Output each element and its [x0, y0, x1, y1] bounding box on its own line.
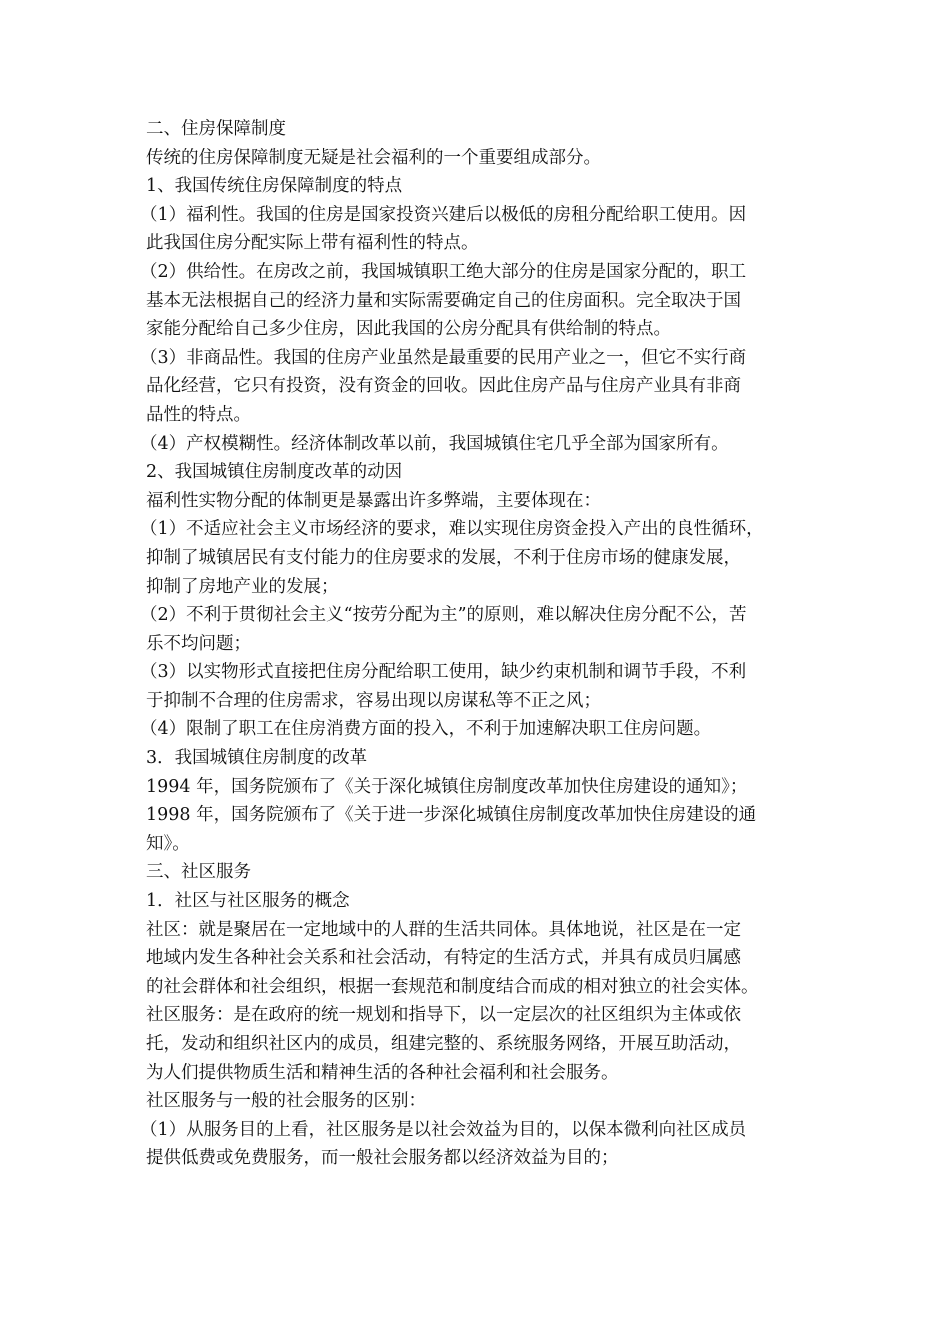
paragraph-line: （2）不利于贯彻社会主义“按劳分配为主”的原则，难以解决住房分配不公，苦 — [140, 605, 747, 626]
paragraph-line: 基本无法根据自己的经济力量和实际需要确定自己的住房面积。完全取决于国 — [146, 290, 741, 311]
paragraph-line: 抑制了房地产业的发展； — [146, 576, 339, 597]
paragraph-line: 地域内发生各种社会关系和社会活动，有特定的生活方式，并具有成员归属感 — [146, 948, 741, 969]
paragraph-line: （3）以实物形式直接把住房分配给职工使用，缺少约束机制和调节手段，不利 — [140, 662, 747, 683]
paragraph-line: 社区服务：是在政府的统一规划和指导下，以一定层次的社区组织为主体或依 — [146, 1005, 741, 1026]
paragraph-line: （1）福利性。我国的住房是国家投资兴建后以极低的房租分配给职工使用。因 — [140, 204, 747, 225]
paragraph-line: 家能分配给自己多少住房，因此我国的公房分配具有供给制的特点。 — [146, 319, 671, 340]
paragraph-line: （4）限制了职工在住房消费方面的投入，不利于加速解决职工住房问题。 — [140, 719, 712, 740]
paragraph-line: 知》。 — [146, 833, 190, 854]
paragraph-line: （2）供给性。在房改之前，我国城镇职工绝大部分的住房是国家分配的，职工 — [140, 261, 747, 282]
paragraph-line: 社区：就是聚居在一定地域中的人群的生活共同体。具体地说，社区是在一定 — [146, 919, 741, 940]
paragraph-line: 1998 年，国务院颁布了《关于进一步深化城镇住房制度改革加快住房建设的通 — [146, 805, 757, 826]
section-heading-community: 三、社区服务 — [146, 862, 251, 883]
paragraph-line: （3）非商品性。我国的住房产业虽然是最重要的民用产业之一，但它不实行商 — [140, 347, 747, 368]
paragraph-line: （1）不适应社会主义市场经济的要求，难以实现住房资金投入产出的良性循环， — [140, 519, 764, 540]
paragraph-line: 品性的特点。 — [146, 404, 251, 425]
paragraph-line: 1994 年，国务院颁布了《关于深化城镇住房制度改革加快住房建设的通知》； — [146, 776, 748, 797]
paragraph-line: 传统的住房保障制度无疑是社会福利的一个重要组成部分。 — [146, 147, 601, 168]
paragraph-line: 抑制了城镇居民有支付能力的住房要求的发展，不利于住房市场的健康发展， — [146, 547, 741, 568]
subheading-reform-causes: 2、我国城镇住房制度改革的动因 — [146, 462, 403, 483]
paragraph-line: 此我国住房分配实际上带有福利性的特点。 — [146, 233, 479, 254]
paragraph-line: 托，发动和组织社区内的成员，组建完整的、系统服务网络，开展互助活动， — [146, 1034, 741, 1054]
paragraph-line: （1）从服务目的上看，社区服务是以社会效益为目的，以保本微利向社区成员 — [140, 1119, 747, 1140]
subheading-traditional-features: 1、我国传统住房保障制度的特点 — [146, 176, 403, 197]
paragraph-line: （4）产权模糊性。经济体制改革以前，我国城镇住宅几乎全部为国家所有。 — [140, 433, 729, 454]
paragraph-line: 的社会群体和社会组织，根据一套规范和制度结合而成的相对独立的社会实体。 — [146, 976, 759, 997]
paragraph-line: 于抑制不合理的住房需求，容易出现以房谋私等不正之风； — [146, 690, 601, 711]
subheading-community-concept: 1．社区与社区服务的概念 — [146, 891, 350, 912]
paragraph-line: 社区服务与一般的社会服务的区别： — [146, 1091, 426, 1112]
document-body — [140, 115, 826, 1173]
paragraph-line: 乐不均问题； — [146, 633, 251, 654]
paragraph-line: 为人们提供物质生活和精神生活的各种社会福利和社会服务。 — [146, 1062, 619, 1083]
paragraph-line: 福利性实物分配的体制更是暴露出许多弊端，主要体现在： — [146, 490, 601, 511]
subheading-housing-reform: 3．我国城镇住房制度的改革 — [146, 748, 368, 769]
section-heading-housing: 二、住房保障制度 — [146, 119, 286, 139]
paragraph-line: 品化经营，它只有投资，没有资金的回收。因此住房产品与住房产业具有非商 — [146, 376, 741, 397]
paragraph-line: 提供低费或免费服务，而一般社会服务都以经济效益为目的； — [146, 1148, 619, 1169]
